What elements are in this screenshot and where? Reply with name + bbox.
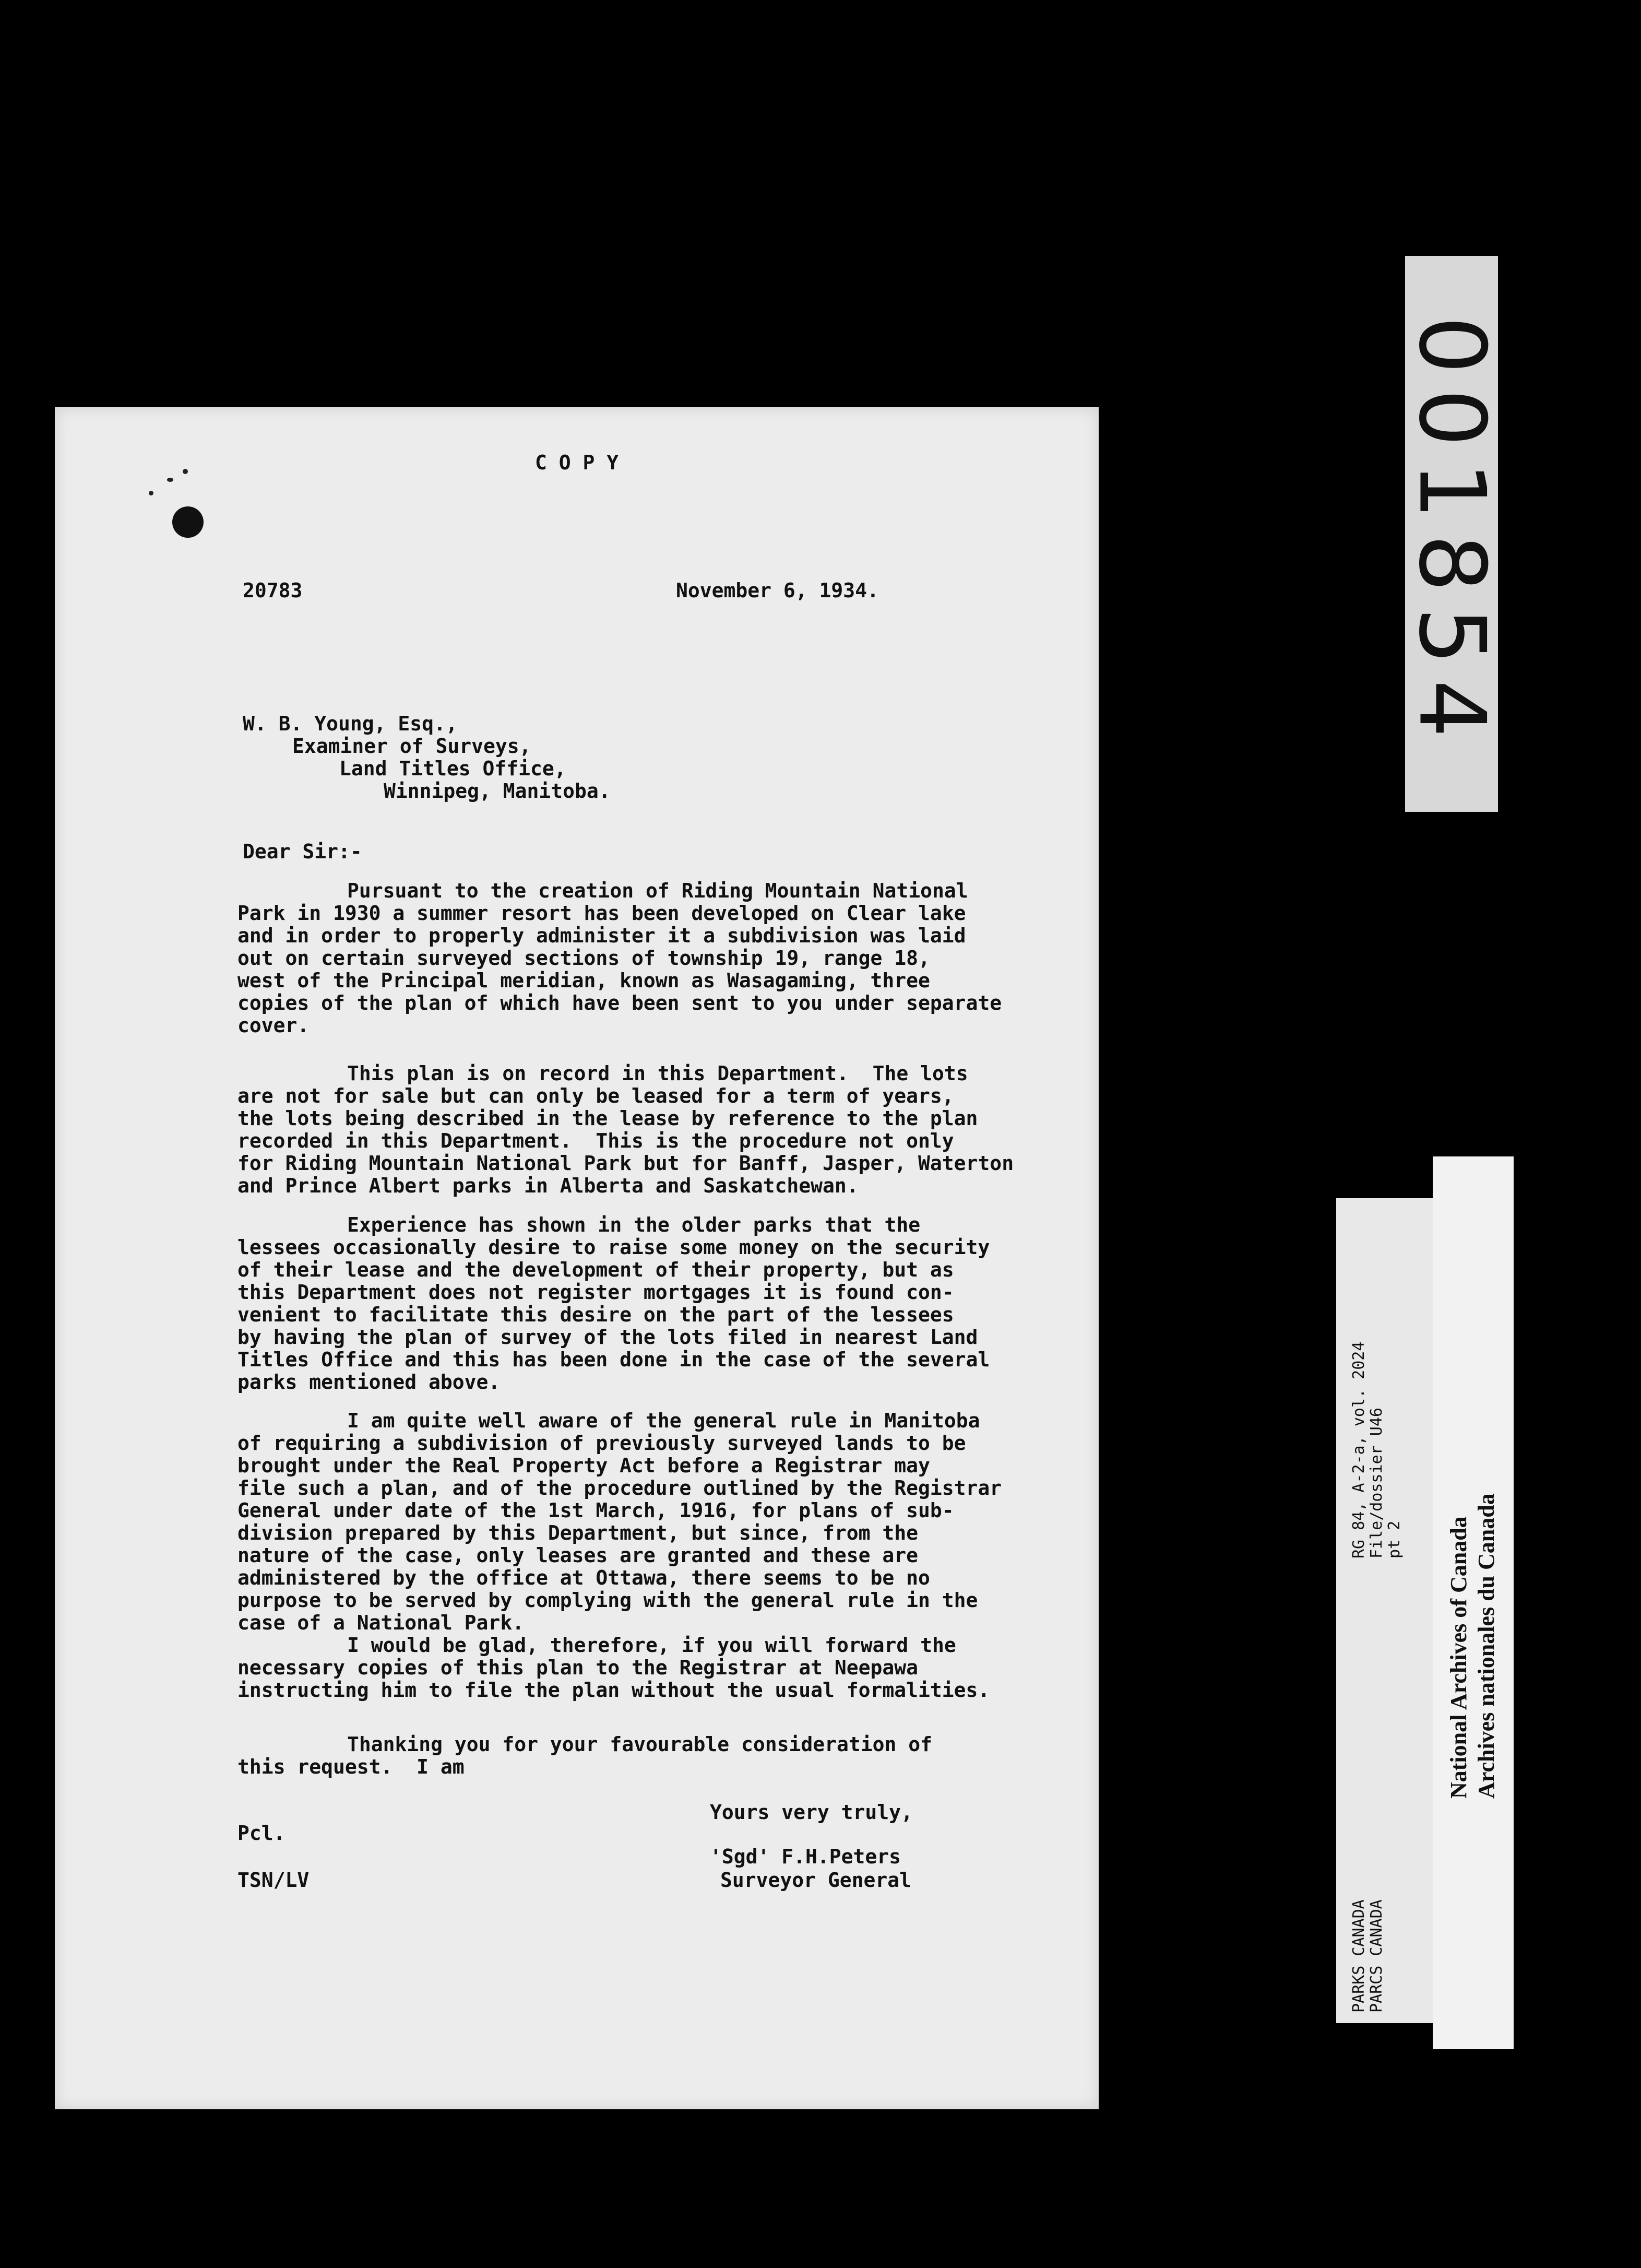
paragraph-line: I am quite well aware of the general rule in Manitoba xyxy=(347,1409,980,1432)
paragraph-line: purpose to be served by complying with the general rule in the xyxy=(237,1589,978,1612)
address-line: Winnipeg, Manitoba. xyxy=(384,779,611,802)
paragraph-line: brought under the Real Property Act before a Registrar may xyxy=(237,1454,930,1477)
paragraph-line: parks mentioned above. xyxy=(237,1371,501,1393)
reference-line: RG 84, A-2-a, vol. 2024 xyxy=(1350,1341,1368,1558)
archives-strip xyxy=(1433,1156,1514,2049)
agency-label: PARCS CANADA xyxy=(1368,1899,1386,2013)
paragraph-line: this request. I am xyxy=(237,1755,465,1778)
reference-line: File/dossier U46 xyxy=(1368,1408,1386,1558)
frame-number-strip xyxy=(1398,256,1505,812)
ink-speck xyxy=(167,478,173,482)
paragraph-line: instructing him to file the plan without the usual formalities. xyxy=(237,1679,990,1702)
paragraph-line: administered by the office at Ottawa, there seems to be no xyxy=(237,1566,930,1589)
file-number: 20783 xyxy=(243,579,303,602)
paragraph-line: copies of the plan of which have been sent to you under separate xyxy=(237,991,1002,1014)
enclosure-note: Pcl. xyxy=(237,1822,286,1845)
signature: 'Sgd' F.H.Peters xyxy=(710,1845,901,1868)
address-line: Examiner of Surveys, xyxy=(292,735,531,758)
paragraph-line: Pursuant to the creation of Riding Mountain National xyxy=(347,879,968,902)
address-line: Land Titles Office, xyxy=(339,757,566,780)
signer-title: Surveyor General xyxy=(720,1869,912,1892)
archives-label-french: Archives nationales du Canada xyxy=(1473,1493,1499,1799)
paragraph-line: and in order to properly administer it a subdivision was laid xyxy=(237,924,966,947)
paragraph-line: Park in 1930 a summer resort has been developed on Clear lake xyxy=(237,902,966,925)
copy-stamp: C O P Y xyxy=(535,451,619,474)
closing: Yours very truly, xyxy=(710,1801,913,1824)
paragraph-line: out on certain surveyed sections of township 19, range 18, xyxy=(237,947,930,970)
paragraph-line: lessees occasionally desire to raise some money on the security xyxy=(237,1236,990,1259)
paragraph-line: file such a plan, and of the procedure outlined by the Registrar xyxy=(237,1476,1002,1499)
archives-label-english: National Archives of Canada xyxy=(1446,1516,1471,1799)
paragraph-line: nature of the case, only leases are granted and these are xyxy=(237,1544,919,1567)
salutation: Dear Sir:- xyxy=(243,840,362,863)
paragraph-line: by having the plan of survey of the lots filed in nearest Land xyxy=(237,1326,978,1349)
letter-page xyxy=(55,407,1099,2109)
paragraph-line: venient to facilitate this desire on the part of the lessees xyxy=(237,1303,954,1326)
address-line: W. B. Young, Esq., xyxy=(243,712,458,735)
initials: TSN/LV xyxy=(237,1869,310,1892)
paragraph-line: case of a National Park. xyxy=(237,1611,525,1634)
paragraph-line: recorded in this Department. This is the procedure not only xyxy=(237,1129,954,1152)
ink-blot xyxy=(172,506,204,538)
letter-date: November 6, 1934. xyxy=(676,579,879,602)
paragraph-line: This plan is on record in this Department. The lots xyxy=(347,1062,968,1085)
paragraph-line: of their lease and the development of their property, but as xyxy=(237,1258,954,1281)
paragraph-line: I would be glad, therefore, if you will forward the xyxy=(347,1634,956,1657)
agency-label: PARKS CANADA xyxy=(1350,1899,1368,2013)
paragraph-line: cover. xyxy=(237,1014,310,1037)
paragraph-line: Thanking you for your favourable consideration of xyxy=(347,1733,933,1756)
frame-number: 001854 xyxy=(1398,315,1505,752)
paragraph-line: this Department does not register mortgages it is found con- xyxy=(237,1281,954,1304)
paragraph-line: division prepared by this Department, but since, from the xyxy=(237,1521,919,1544)
paragraph-line: are not for sale but can only be leased for a term of years, xyxy=(237,1084,954,1107)
reference-line: pt 2 xyxy=(1385,1520,1404,1558)
ink-speck xyxy=(183,469,188,474)
paragraph-line: and Prince Albert parks in Alberta and Saskatchewan. xyxy=(237,1174,859,1197)
paragraph-line: Titles Office and this has been done in the case of the several xyxy=(237,1348,990,1371)
reference-strip xyxy=(1336,1198,1433,2023)
ink-speck xyxy=(149,491,153,495)
paragraph-line: west of the Principal meridian, known as Wasagaming, three xyxy=(237,969,930,992)
paragraph-line: Experience has shown in the older parks that the xyxy=(347,1213,921,1236)
paragraph-line: of requiring a subdivision of previously surveyed lands to be xyxy=(237,1432,966,1455)
paragraph-line: necessary copies of this plan to the Registrar at Neepawa xyxy=(237,1656,919,1679)
paragraph-line: for Riding Mountain National Park but for Banff, Jasper, Waterton xyxy=(237,1152,1014,1175)
paragraph-line: the lots being described in the lease by reference to the plan xyxy=(237,1107,978,1130)
paragraph-line: General under date of the 1st March, 1916, for plans of sub- xyxy=(237,1499,954,1522)
